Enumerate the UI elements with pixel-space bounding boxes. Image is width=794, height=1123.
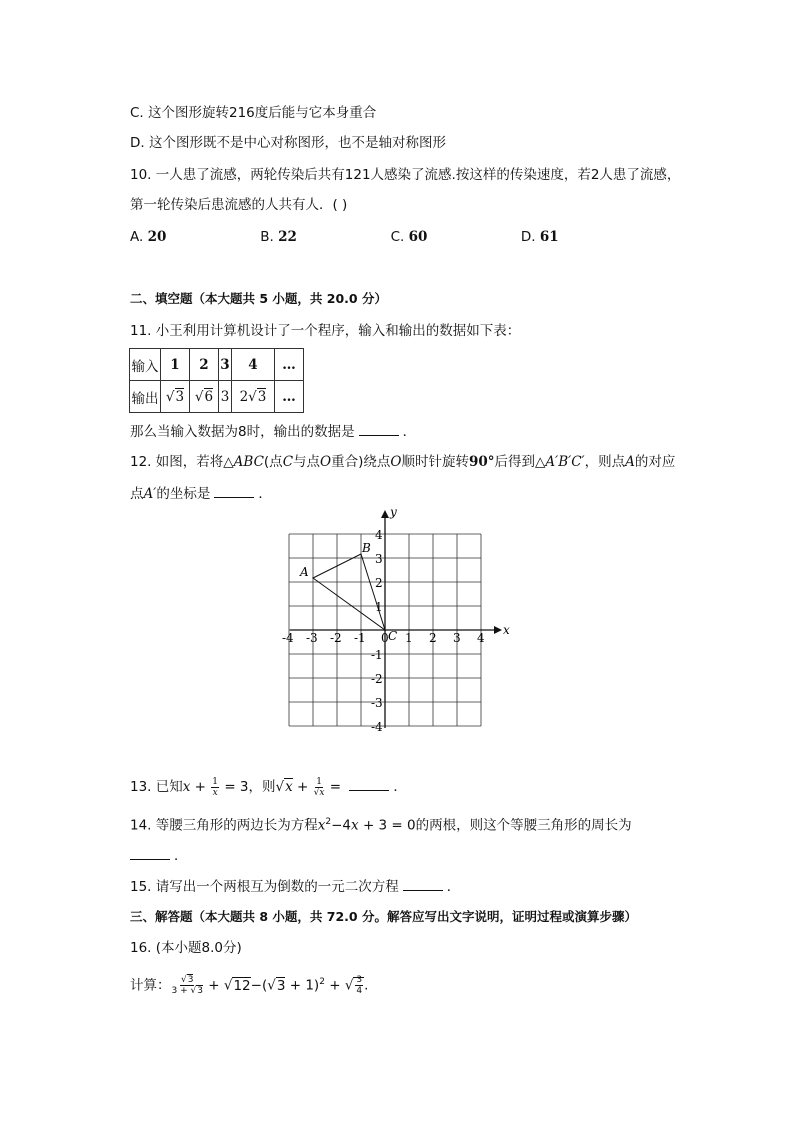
y-tick-label: 2 [375, 576, 383, 590]
q10-stem-line1: 10. 一人患了流感，两轮传染后共有121人感染了流感.按这样的传染速度，若2人患了流感， [130, 167, 681, 183]
q15-stem: 15. 请写出一个两根互为倒数的一元二次方程 ． [130, 876, 460, 897]
x-tick-label: -2 [330, 631, 342, 645]
point-c-label: C [388, 629, 398, 643]
answer-blank [349, 776, 389, 791]
q14-answer-line: ． [130, 845, 188, 866]
y-tick-label: -1 [371, 648, 383, 662]
y-axis-label: y [390, 505, 397, 519]
y-tick-label: 3 [375, 552, 383, 566]
q10-option-c: C. 60 [390, 229, 428, 245]
q11-stem: 11. 小王利用计算机设计了一个程序，输入和输出的数据如下表： [130, 323, 521, 339]
table-cell: 2√3 [232, 381, 275, 413]
table-cell: √3 [161, 381, 190, 413]
table-cell: 4 [232, 349, 275, 381]
q10-options [130, 227, 559, 247]
table-cell: 1 [161, 349, 190, 381]
q11-io-table [129, 348, 304, 413]
answer-blank [359, 421, 399, 436]
q12-stem-line2: 点A′的坐标是 ． [130, 483, 272, 504]
answer-blank [403, 876, 443, 891]
q10-option-d: D. 61 [520, 229, 559, 245]
table-cell: 3 [219, 349, 232, 381]
q14-stem: 14. 等腰三角形的两边长为方程$x^2-4x + 3 = 0$的两根，则这个等腰三角形的周长为 [130, 817, 632, 834]
y-tick-label: 4 [375, 528, 383, 542]
y-axis-arrow [381, 510, 389, 518]
coordinate-graph [270, 500, 530, 740]
y-tick-label: -2 [371, 672, 383, 686]
q10-option-a: A. 20 [130, 229, 167, 245]
x-tick-label: 3 [453, 631, 461, 645]
q10-option-b: B. 22 [260, 229, 297, 245]
table-cell: … [275, 349, 304, 381]
x-tick-label: 4 [477, 631, 485, 645]
q9-option-d: D. 这个图形既不是中心对称图形，也不是轴对称图形 [130, 135, 446, 151]
table-cell: … [275, 381, 304, 413]
section-2-title: 二、填空题（本大题共 5 小题，共 20.0 分） [130, 291, 387, 306]
x-tick-label: 1 [405, 631, 413, 645]
answer-blank [130, 845, 170, 860]
q9-option-c: C. 这个图形旋转216度后能与它本身重合 [130, 105, 377, 121]
q13-stem: 13. 已知x + $\frac{1}{x}$ = 3，则√x + $\frac{1}{√x}$ = ． [130, 776, 407, 798]
table-row [130, 381, 304, 413]
x-tick-label: -1 [354, 631, 366, 645]
x-axis-label: x [503, 623, 510, 637]
table-cell: √6 [190, 381, 219, 413]
x-tick-labels [282, 631, 485, 645]
x-tick-label: -4 [282, 631, 294, 645]
table-cell: 输入 [130, 349, 161, 381]
point-a-label: A [300, 565, 309, 579]
q16-head: 16. (本小题8.0分) [130, 940, 242, 956]
q11-question: 那么当输入数据为8时，输出的数据是 ． [130, 421, 416, 442]
q10-stem-line2: 第一轮传染后患流感的人共有人．( ) [130, 197, 348, 213]
q16-expression: 计算： $\frac{√3}{3 + √3}$ + $√12-(√3 + 1)^2$ + √ $\frac{3}{4}$ . [130, 975, 369, 996]
section-3-title: 三、解答题（本大题共 8 小题，共 72.0 分。解答应写出文字说明，证明过程或演算步骤） [130, 909, 637, 924]
answer-blank [214, 483, 254, 498]
x-tick-label: 0 [381, 631, 389, 645]
x-axis-arrow [494, 626, 502, 634]
y-tick-label: -4 [371, 720, 383, 734]
x-tick-label: -3 [306, 631, 318, 645]
table-cell: 3 [219, 381, 232, 413]
table-cell: 2 [190, 349, 219, 381]
y-tick-label: 1 [375, 600, 383, 614]
table-row [130, 349, 304, 381]
x-tick-label: 2 [429, 631, 437, 645]
q12-stem-line1: 12. 如图，若将△ABC(点C与点O重合)绕点O顺时针旋转90°后得到△A′B′C′，则点A的对应 [130, 454, 676, 470]
y-tick-label: -3 [371, 696, 383, 710]
point-b-label: B [362, 541, 371, 555]
table-cell: 输出 [130, 381, 161, 413]
